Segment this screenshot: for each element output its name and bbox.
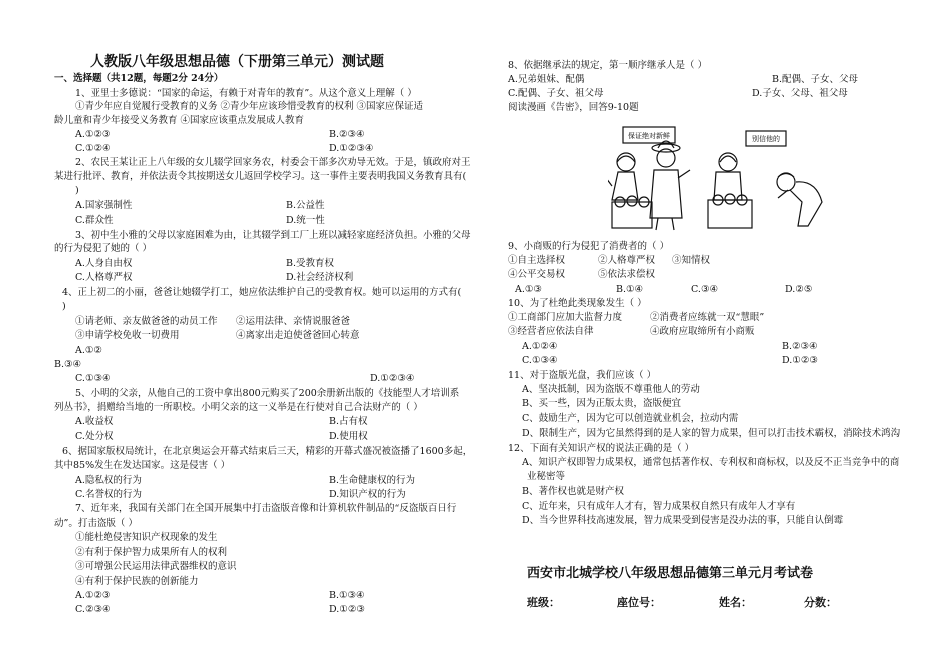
comic-intro: 阅读漫画《告密》，回答9-10题: [508, 102, 639, 113]
q11-option-c[interactable]: C、鼓励生产，因为它可以创造就业机会，拉动内需: [522, 413, 739, 424]
q7-option-d[interactable]: D.①②③: [329, 604, 365, 615]
score-field-label[interactable]: 分数：: [804, 596, 837, 609]
q5-option-b[interactable]: B.占有权: [329, 416, 368, 427]
school-exam-title: 西安市北城学校八年级思想品德第三单元月考试卷: [527, 566, 814, 581]
q2-option-b[interactable]: B.公益性: [286, 200, 325, 211]
q5-stem: 5、小明的父亲，从他自己的工资中拿出800元购买了200余册新出版的《技能型人才培训系: [75, 388, 460, 399]
q1-stem-3: 龄儿童和青少年接受义务教育 ④国家应该重点发展成人教育: [54, 115, 305, 126]
q12-option-b[interactable]: B、著作权也就是财产权: [522, 486, 624, 497]
q9-item-5: ⑤依法求偿权: [598, 269, 656, 280]
q11-stem: 11、对于盗版光盘，我们应该（ ）: [508, 370, 657, 381]
q1-stem: 1、亚里士多德说：“国家的命运，有赖于对青年的教育”。从这个意义上理解（ ）: [75, 88, 417, 99]
q4-option-d[interactable]: D.①②③④: [370, 373, 415, 384]
class-field-label[interactable]: 班级：: [527, 596, 560, 609]
q6-option-b[interactable]: B.生命健康权的行为: [329, 475, 416, 486]
q9-option-d[interactable]: D.②⑤: [785, 284, 813, 295]
q12-option-d[interactable]: D、当今世界科技高速发展，智力成果受到侵害是没办法的事，只能自认倒霉: [522, 515, 844, 526]
q7-option-b[interactable]: B.①③④: [329, 590, 365, 601]
q9-item-4: ④公平交易权: [508, 269, 566, 280]
q2-stem-2: 某进行批评、教育，并依法责令其按期送女儿返回学校学习。这一事件主要表明我国义务教育具有(: [54, 171, 467, 182]
q6-stem: 6、据国家版权局统计，在北京奥运会开幕式结束后三天，精彩的开幕式盛况被盗播了1600多起，: [62, 446, 473, 457]
q8-option-a[interactable]: A.兄弟姐妹、配偶: [508, 74, 585, 85]
q3-option-d[interactable]: D.社会经济权利: [286, 272, 354, 283]
q3-option-b[interactable]: B.受教育权: [286, 258, 335, 269]
q7-stem: 7、近年来，我国有关部门在全国开展集中打击盗版音像和计算机软件制品的“反盗版百日行: [75, 503, 457, 514]
q6-option-a[interactable]: A.隐私权的行为: [75, 475, 142, 486]
q10-option-c[interactable]: C.①③④: [522, 355, 558, 366]
q3-option-c[interactable]: C.人格尊严权: [75, 272, 133, 283]
q4-item-3: ③申请学校免收一切费用: [75, 330, 180, 341]
q9-item-3: ③知情权: [672, 255, 711, 266]
q11-option-a[interactable]: A、坚决抵制，因为盗版不尊重他人的劳动: [522, 384, 700, 395]
q9-item-2: ②人格尊严权: [598, 255, 656, 266]
q4-stem: 4、正上初二的小丽，爸爸让她辍学打工，她应依法维护自己的受教育权。她可以运用的方式有(: [62, 287, 462, 298]
name-field-label[interactable]: 姓名：: [719, 596, 752, 609]
q9-option-a[interactable]: A.①③: [515, 284, 542, 295]
q2-stem: 2、农民王某让正上八年级的女儿辍学回家务农，村委会干部多次劝导无效。于是，镇政府对王: [75, 157, 471, 168]
q1-option-a[interactable]: A.①②③: [75, 129, 111, 140]
seat-field-label[interactable]: 座位号：: [617, 596, 661, 609]
q5-option-d[interactable]: D.使用权: [329, 431, 368, 442]
q12-option-c[interactable]: C、近年来，只有成年人才有，智力成果权自然只有成年人才享有: [522, 501, 796, 512]
q7-item-1: ①能杜绝侵害知识产权现象的发生: [75, 532, 218, 543]
q10-option-b[interactable]: B.②③④: [782, 341, 818, 352]
section-heading: 一、选择题（共12题，每题2分 24分）: [54, 73, 224, 84]
q6-option-c[interactable]: C.名誉权的行为: [75, 489, 142, 500]
q4-item-1: ①请老师、亲友做爸爸的动员工作: [75, 316, 218, 327]
q1-stem-2: ①青少年应自觉履行受教育的义务 ②青少年应该珍惜受教育的权利 ③国家应保证适: [75, 101, 424, 112]
q10-item-1: ①工商部门应加大监督力度: [508, 312, 623, 323]
q2-option-a[interactable]: A.国家强制性: [75, 200, 133, 211]
q4-option-b[interactable]: B.③④: [54, 359, 82, 370]
q9-option-c[interactable]: C.③④: [691, 284, 718, 295]
q9-stem: 9、小商贩的行为侵犯了消费者的（ ）: [508, 241, 670, 252]
q5-option-a[interactable]: A.收益权: [75, 416, 114, 427]
q12-option-a-cont: 业秘密等: [527, 471, 566, 482]
speech-text-left: 保证绝对新鲜: [628, 132, 670, 140]
q10-item-3: ③经营者应依法自律: [508, 326, 594, 337]
q3-stem: 3、初中生小雅的父母以家庭困难为由，让其辍学到工厂上班以减轻家庭经济负担。小雅的父母: [75, 230, 471, 241]
q5-stem-2: 列丛书》，捐赠给当地的一所职校。小明父亲的这一义举是在行使对自己合法财产的（ ）: [54, 402, 423, 413]
q4-option-a[interactable]: A.①②: [75, 345, 102, 356]
q2-option-d[interactable]: D.统一性: [286, 215, 325, 226]
q4-item-4: ④离家出走迫使爸爸回心转意: [236, 330, 360, 341]
q1-option-b[interactable]: B.②③④: [329, 129, 365, 140]
q1-option-c[interactable]: C.①②④: [75, 143, 111, 154]
q7-item-3: ③可增强公民运用法律武器维权的意识: [75, 561, 237, 572]
q10-item-2: ②消费者应练就一双“慧眼”: [650, 312, 765, 323]
q8-option-d[interactable]: D.子女、父母、祖父母: [752, 88, 848, 99]
q7-option-c[interactable]: C.②③④: [75, 604, 111, 615]
q7-item-4: ④有利于保护民族的创新能力: [75, 576, 199, 587]
q3-stem-2: 的行为侵犯了她的（ ）: [54, 243, 153, 254]
q2-stem-3: ): [75, 185, 79, 196]
q6-stem-2: 其中85%发生在发达国家。这是侵害（ ）: [54, 460, 231, 471]
q10-stem: 10、为了杜绝此类现象发生（ ）: [508, 298, 647, 309]
q12-stem: 12、下面有关知识产权的说法正确的是（ ）: [508, 443, 695, 454]
q5-option-c[interactable]: C.处分权: [75, 431, 114, 442]
q10-option-a[interactable]: A.①②④: [522, 341, 558, 352]
q3-option-a[interactable]: A.人身自由权: [75, 258, 133, 269]
q12-option-a[interactable]: A、知识产权即智力成果权，通常包括著作权、专利权和商标权，以及反不正当竞争中的商: [522, 457, 900, 468]
q9-option-b[interactable]: B.①④: [616, 284, 644, 295]
q11-option-d[interactable]: D、限制生产，因为它虽然得到的是人家的智力成果，但可以打击技术霸权，消除技术鸿沟: [522, 428, 901, 439]
q4-option-c[interactable]: C.①③④: [75, 373, 111, 384]
speech-text-right: 别信他的: [752, 135, 780, 143]
q4-item-2: ②运用法律、亲情说服爸爸: [236, 316, 351, 327]
exam-title: 人教版八年级思想品德（下册第三单元）测试题: [90, 54, 384, 70]
q7-option-a[interactable]: A.①②③: [75, 590, 111, 601]
q2-option-c[interactable]: C.群众性: [75, 215, 114, 226]
q7-stem-2: 动”。打击盗版（ ）: [54, 518, 138, 529]
q6-option-d[interactable]: D.知识产权的行为: [329, 489, 406, 500]
q1-option-d[interactable]: D.①②③④: [329, 143, 374, 154]
q11-option-b[interactable]: B、买一些，因为正版太贵，盗版便宜: [522, 398, 681, 409]
cartoon-illustration: [608, 122, 840, 234]
q8-option-c[interactable]: C.配偶、子女、祖父母: [508, 88, 604, 99]
q8-option-b[interactable]: B.配偶、子女、父母: [772, 74, 859, 85]
q8-stem: 8、依据继承法的规定，第一顺序继承人是（ ）: [508, 60, 708, 71]
q7-item-2: ②有利于保护智力成果所有人的权利: [75, 547, 228, 558]
q4-stem-2: ): [62, 301, 66, 312]
q10-option-d[interactable]: D.①②③: [782, 355, 818, 366]
q10-item-4: ④政府应取缔所有小商贩: [650, 326, 755, 337]
q9-item-1: ①自主选择权: [508, 255, 566, 266]
